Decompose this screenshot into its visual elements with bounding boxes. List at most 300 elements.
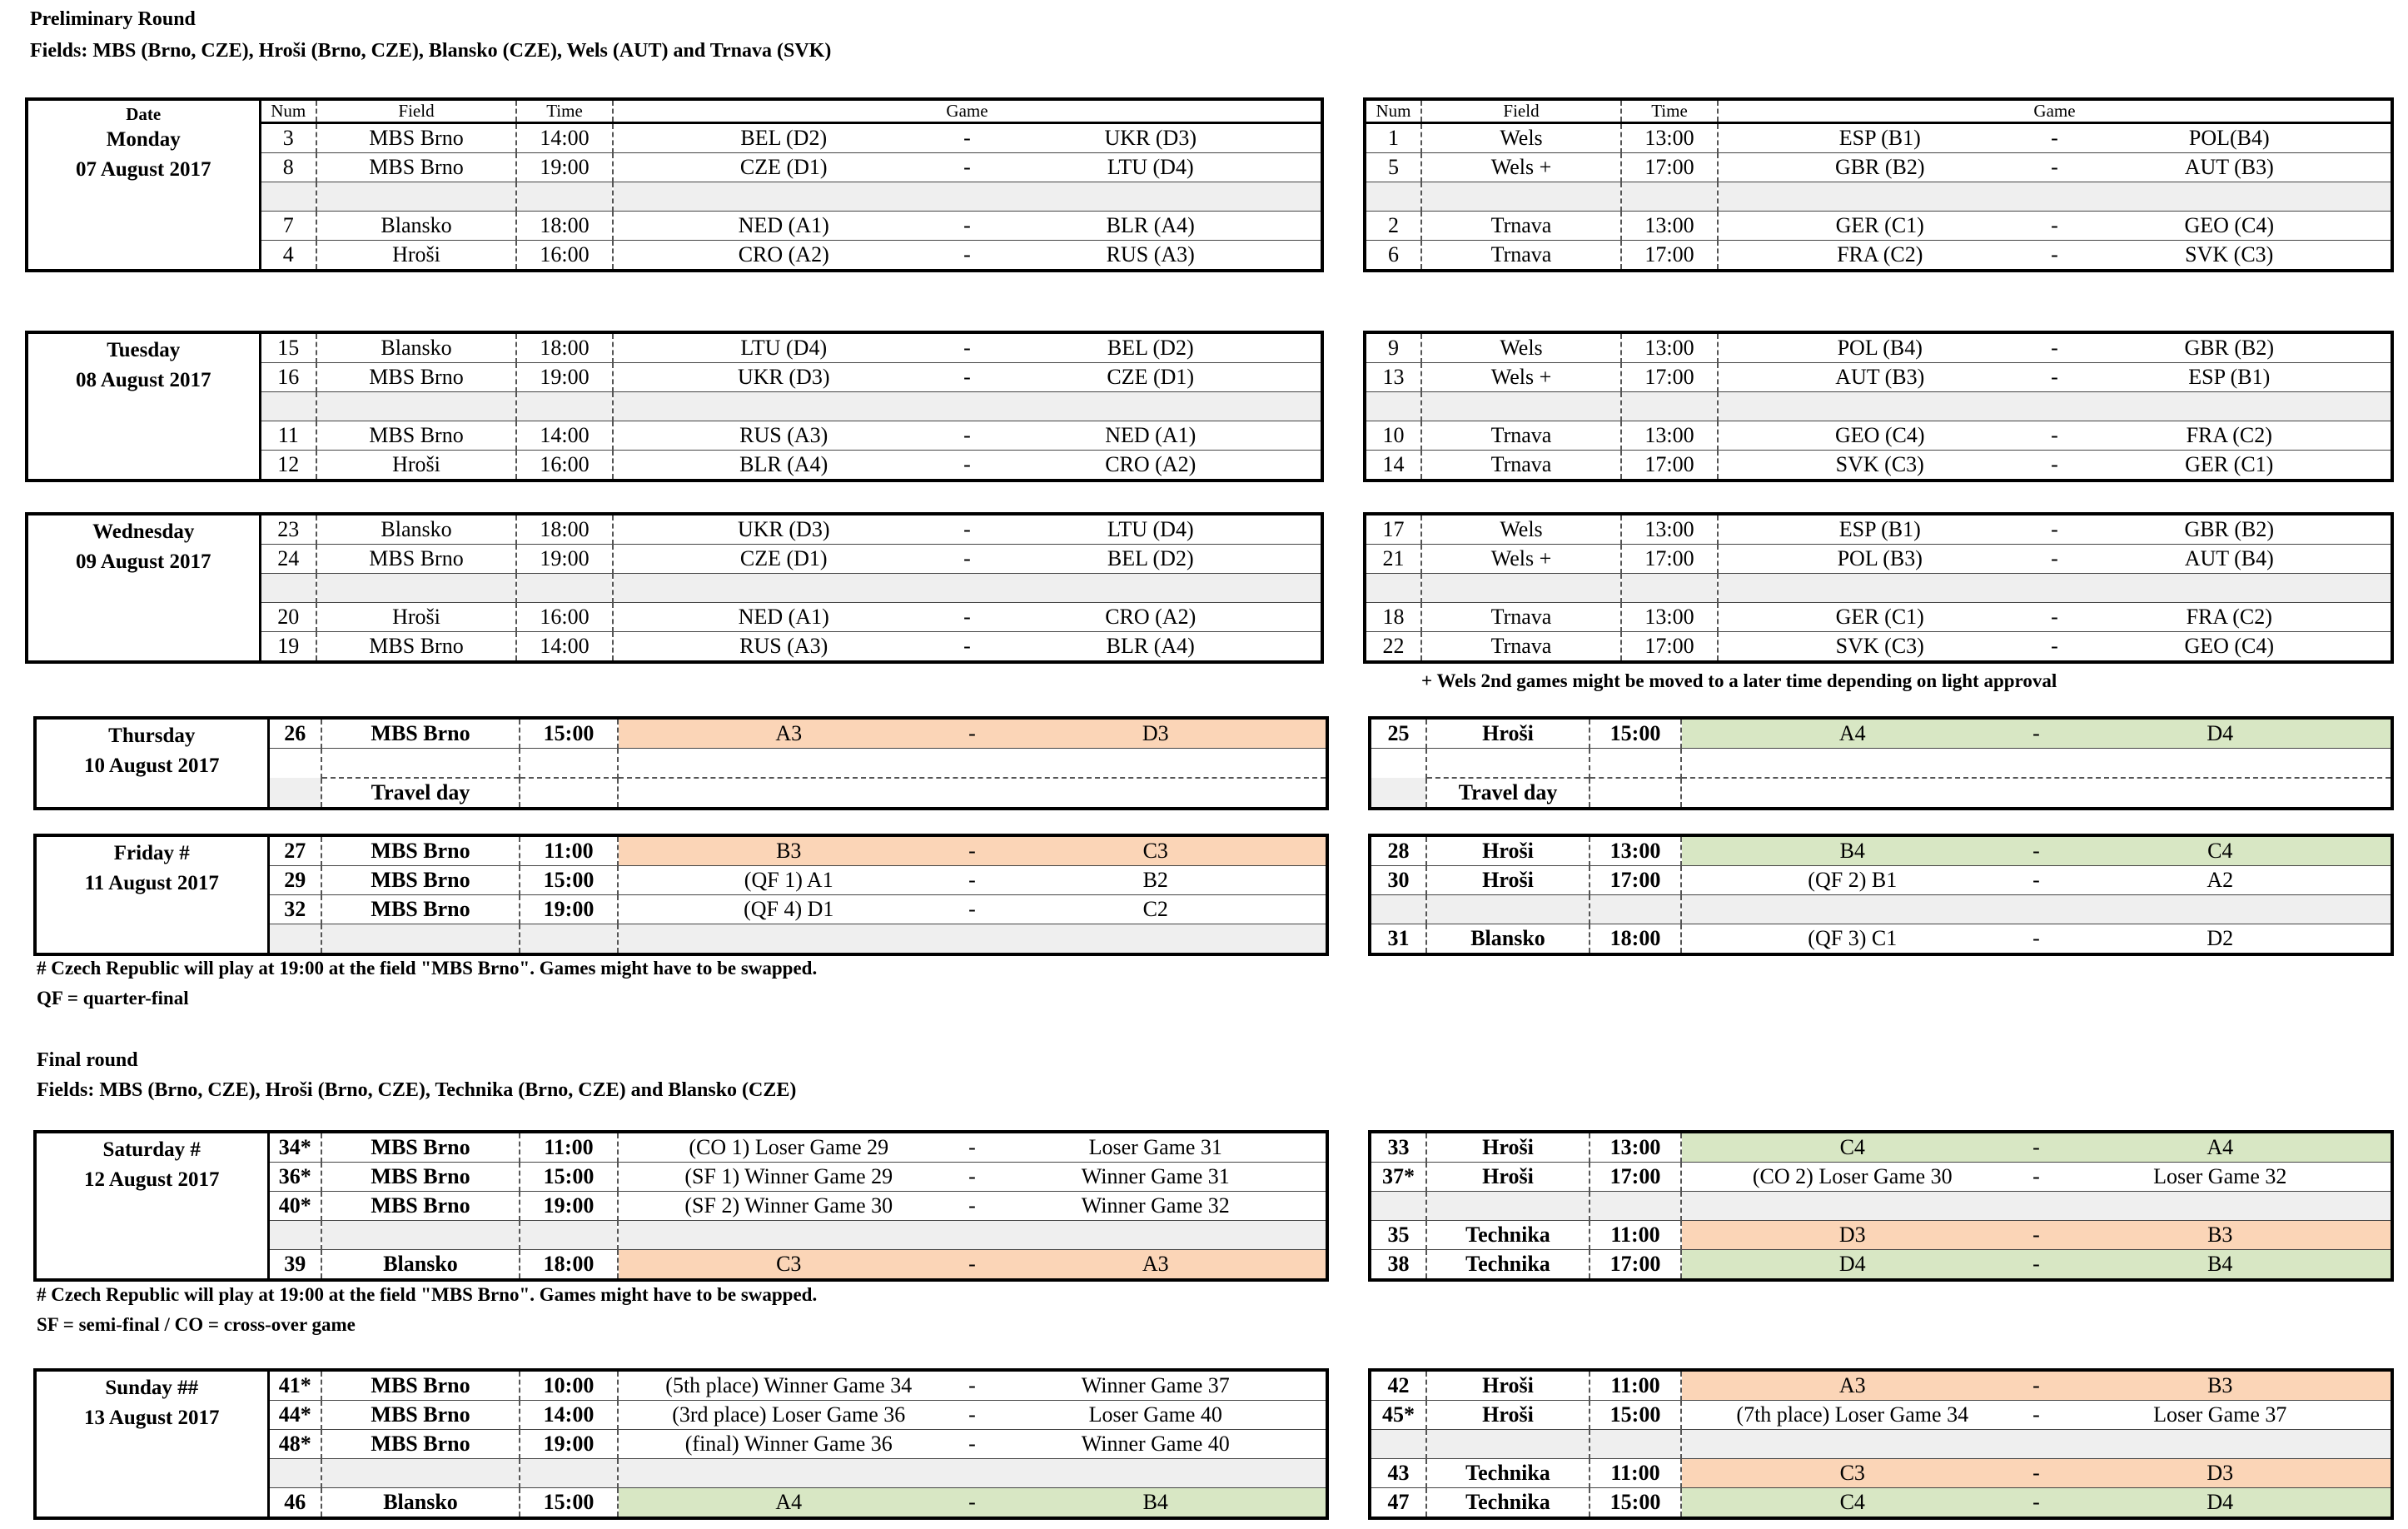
blank-row	[1365, 392, 2392, 421]
table-row	[1365, 123, 2392, 153]
table-row	[1370, 718, 2392, 749]
game-time: 18:00	[516, 332, 613, 363]
vs-dash: -	[2051, 336, 2058, 360]
team-1: A4	[775, 1490, 803, 1514]
team-1: (SF 2) Winner Game 30	[684, 1193, 893, 1218]
vs-dash: -	[2051, 634, 2058, 658]
game-time: 14:00	[516, 421, 613, 451]
game-matchup	[618, 1430, 1327, 1459]
game-matchup	[1718, 123, 2392, 153]
game-time: 15:00	[520, 718, 618, 749]
schedule-wednesday-left	[25, 512, 1324, 664]
game-time: 17:00	[1621, 451, 1718, 481]
game-time: 15:00	[520, 866, 618, 895]
col-time: Time	[516, 99, 613, 123]
game-num: 36*	[268, 1163, 321, 1192]
table-row	[1370, 1163, 2392, 1192]
team-2: BEL (D2)	[1107, 546, 1194, 570]
day-name: Monday	[106, 127, 181, 151]
game-matchup	[618, 1401, 1327, 1430]
game-matchup	[618, 718, 1327, 749]
team-2: LTU (D4)	[1107, 155, 1194, 179]
vs-dash: -	[2051, 517, 2058, 541]
game-time: 13:00	[1621, 421, 1718, 451]
game-matchup	[1718, 632, 2392, 663]
table-row	[1365, 545, 2392, 574]
team-2: D4	[2207, 721, 2234, 745]
game-field: Hroši	[1426, 835, 1590, 866]
game-num: 37*	[1370, 1163, 1426, 1192]
game-matchup	[613, 451, 1322, 481]
game-matchup	[1681, 1221, 2392, 1250]
vs-dash: -	[968, 1164, 976, 1188]
team-1: (CO 2) Loser Game 30	[1752, 1164, 1953, 1188]
vs-dash: -	[2051, 213, 2058, 237]
table-row	[35, 1370, 1327, 1401]
team-1: (QF 2) B1	[1808, 868, 1898, 892]
game-field: Hroši	[316, 603, 516, 632]
team-2: POL(B4)	[2188, 126, 2270, 150]
game-num: 45*	[1370, 1401, 1426, 1430]
final-fields: Fields: MBS (Brno, CZE), Hroši (Brno, CZE), Technika (Brno, CZE) and Blansko (CZE)	[37, 1079, 797, 1101]
team-1: A3	[1838, 1373, 1866, 1397]
team-1: ESP (B1)	[1838, 126, 1921, 150]
game-field: Wels	[1421, 123, 1621, 153]
vs-dash: -	[968, 1252, 976, 1276]
game-num: 6	[1365, 241, 1421, 271]
game-field: MBS Brno	[316, 363, 516, 392]
day-date: 13 August 2017	[83, 1407, 220, 1429]
schedule-saturday-right	[1368, 1130, 2394, 1282]
vs-dash: -	[2051, 546, 2058, 570]
game-matchup	[1681, 1132, 2392, 1163]
game-matchup	[613, 632, 1322, 663]
table-row	[1370, 778, 2392, 809]
game-num: 30	[1370, 866, 1426, 895]
day-cell	[27, 332, 260, 481]
vs-dash: -	[968, 897, 976, 921]
game-matchup	[618, 1488, 1327, 1519]
table-row	[1370, 1459, 2392, 1488]
vs-dash: -	[963, 605, 971, 629]
game-field: Blansko	[316, 332, 516, 363]
team-1: B4	[1839, 839, 1865, 863]
game-field: Trnava	[1421, 632, 1621, 663]
team-2: GBR (B2)	[2184, 336, 2275, 360]
game-time: 11:00	[1590, 1370, 1681, 1401]
vs-dash: -	[2051, 155, 2058, 179]
day-date: 12 August 2017	[83, 1168, 220, 1191]
schedule-monday-right	[1363, 97, 2394, 272]
game-time: 11:00	[1590, 1221, 1681, 1250]
vs-dash: -	[963, 336, 971, 360]
team-1: SVK (C3)	[1835, 452, 1924, 476]
day-date: 10 August 2017	[83, 755, 220, 777]
game-num: 12	[260, 451, 316, 481]
game-field: Hroši	[1426, 718, 1590, 749]
day-date: 09 August 2017	[75, 550, 211, 573]
game-time: 17:00	[1590, 1250, 1681, 1281]
team-2: C2	[1142, 897, 1168, 921]
game-time: 19:00	[520, 1192, 618, 1221]
game-time: 11:00	[520, 835, 618, 866]
team-1: D3	[1838, 1223, 1866, 1247]
game-matchup	[1718, 514, 2392, 545]
team-1: GEO (C4)	[1834, 423, 1925, 447]
day-name: Thursday	[108, 725, 196, 747]
team-1: NED (A1)	[738, 605, 829, 629]
team-1: UKR (D3)	[738, 517, 830, 541]
game-field: Wels +	[1421, 545, 1621, 574]
col-field: Field	[1421, 99, 1621, 123]
game-matchup	[613, 212, 1322, 241]
game-num: 11	[260, 421, 316, 451]
schedule-thursday-right	[1368, 716, 2394, 810]
team-2: NED (A1)	[1105, 423, 1197, 447]
day-cell	[35, 1132, 268, 1280]
game-matchup	[613, 241, 1322, 271]
table-row	[1370, 835, 2392, 866]
team-2: C3	[1142, 839, 1168, 863]
game-num: 23	[260, 514, 316, 545]
game-num: 41*	[268, 1370, 321, 1401]
game-field: MBS Brno	[321, 718, 520, 749]
team-2: ESP (B1)	[2188, 365, 2271, 389]
game-field: Hroši	[1426, 866, 1590, 895]
game-field: MBS Brno	[316, 123, 516, 153]
game-matchup	[1681, 1370, 2392, 1401]
game-field: MBS Brno	[321, 1430, 520, 1459]
day-cell	[27, 514, 260, 662]
game-time: 18:00	[516, 514, 613, 545]
game-field: MBS Brno	[321, 835, 520, 866]
game-num: 44*	[268, 1401, 321, 1430]
vs-dash: -	[963, 155, 971, 179]
team-1: C3	[1839, 1461, 1865, 1485]
vs-dash: -	[968, 1402, 976, 1427]
team-2: Loser Game 32	[2153, 1164, 2287, 1188]
schedule-monday-left	[25, 97, 1324, 272]
team-1: POL (B4)	[1837, 336, 1923, 360]
col-num: Num	[1365, 99, 1421, 123]
team-1: LTU (D4)	[740, 336, 828, 360]
team-1: (5th place) Winner Game 34	[665, 1373, 913, 1397]
game-matchup	[618, 866, 1327, 895]
team-2: A3	[1142, 1252, 1169, 1276]
game-num: 8	[260, 153, 316, 182]
table-row	[1365, 451, 2392, 481]
game-field: Hroši	[1426, 1370, 1590, 1401]
game-matchup	[613, 363, 1322, 392]
team-2: D2	[2207, 926, 2234, 950]
game-num: 26	[268, 718, 321, 749]
vs-dash: -	[2032, 1135, 2040, 1159]
table-row	[1370, 1488, 2392, 1519]
game-time: 13:00	[1621, 123, 1718, 153]
vs-dash: -	[2032, 721, 2040, 745]
game-matchup	[1718, 241, 2392, 271]
team-2: B3	[2207, 1373, 2233, 1397]
game-matchup	[1718, 153, 2392, 182]
game-field: Hroši	[1426, 1163, 1590, 1192]
team-2: Winner Game 40	[1081, 1432, 1230, 1456]
table-row	[35, 718, 1327, 749]
team-1: RUS (A3)	[739, 423, 828, 447]
team-2: GER (C1)	[2185, 452, 2274, 476]
game-num: 9	[1365, 332, 1421, 363]
game-num: 39	[268, 1250, 321, 1281]
game-matchup	[613, 514, 1322, 545]
game-time: 14:00	[516, 632, 613, 663]
game-field: Blansko	[316, 212, 516, 241]
game-field: Hroši	[1426, 1401, 1590, 1430]
game-field: Trnava	[1421, 603, 1621, 632]
game-time: 10:00	[520, 1370, 618, 1401]
game-time: 15:00	[1590, 1401, 1681, 1430]
game-matchup	[613, 603, 1322, 632]
game-num: 31	[1387, 926, 1410, 950]
team-1: C3	[776, 1252, 802, 1276]
team-1: C4	[1839, 1135, 1865, 1159]
game-num: 14	[1365, 451, 1421, 481]
team-2: LTU (D4)	[1107, 517, 1194, 541]
game-field: MBS Brno	[321, 1401, 520, 1430]
game-field: MBS Brno	[316, 545, 516, 574]
day-cell	[35, 835, 268, 954]
qf-note: QF = quarter-final	[37, 988, 189, 1009]
game-matchup	[618, 1250, 1327, 1281]
table-row	[1365, 632, 2392, 663]
col-time: Time	[1621, 99, 1718, 123]
game-time: 15:00	[1590, 718, 1681, 749]
game-num: 1	[1365, 123, 1421, 153]
team-1: FRA (C2)	[1837, 242, 1923, 266]
day-date: 08 August 2017	[75, 369, 211, 391]
team-2: AUT (B3)	[2184, 155, 2274, 179]
team-2: A2	[2207, 868, 2234, 892]
game-field: Technika	[1426, 1250, 1590, 1281]
game-field: MBS Brno	[321, 1163, 520, 1192]
blank-row	[1370, 1430, 2392, 1459]
game-matchup	[1718, 421, 2392, 451]
schedule-tuesday-right	[1363, 331, 2394, 482]
game-num: 10	[1365, 421, 1421, 451]
game-num: 43	[1370, 1459, 1426, 1488]
schedule-wednesday-right	[1363, 512, 2394, 664]
game-matchup	[1681, 866, 2392, 895]
game-time: 13:00	[1621, 514, 1718, 545]
vs-dash: -	[2032, 1461, 2040, 1485]
team-2: FRA (C2)	[2186, 423, 2272, 447]
table-row	[1370, 749, 2392, 779]
schedule-saturday-left	[33, 1130, 1329, 1282]
game-matchup	[1718, 451, 2392, 481]
col-game: Game	[1718, 99, 2392, 123]
vs-dash: -	[968, 1373, 976, 1397]
day-cell	[35, 718, 268, 809]
vs-dash: -	[2051, 365, 2058, 389]
vs-dash: -	[2032, 1402, 2040, 1427]
vs-dash: -	[963, 423, 971, 447]
vs-dash: -	[968, 1135, 976, 1159]
game-matchup	[1718, 363, 2392, 392]
team-1: A3	[775, 721, 803, 745]
team-2: FRA (C2)	[2186, 605, 2272, 629]
col-num: Num	[260, 99, 316, 123]
game-field: Hroši	[1426, 1132, 1590, 1163]
vs-dash: -	[2051, 423, 2058, 447]
table-row	[1365, 212, 2392, 241]
game-matchup	[618, 1132, 1327, 1163]
game-field: Trnava	[1421, 241, 1621, 271]
team-2: GEO (C4)	[2184, 634, 2275, 658]
game-time: 16:00	[516, 451, 613, 481]
vs-dash: -	[2032, 1373, 2040, 1397]
table-row	[35, 1132, 1327, 1163]
game-num: 48*	[268, 1430, 321, 1459]
travel-day-label: Travel day	[1426, 778, 1590, 809]
day-cell	[35, 1370, 268, 1518]
team-2: Loser Game 37	[2153, 1402, 2287, 1427]
team-2: B2	[1142, 868, 1168, 892]
team-1: (3rd place) Loser Game 36	[672, 1402, 906, 1427]
vs-dash: -	[2032, 1490, 2040, 1514]
team-2: Loser Game 31	[1088, 1135, 1222, 1159]
team-2: B4	[2207, 1252, 2233, 1276]
blank-row	[1365, 574, 2392, 603]
team-1: UKR (D3)	[738, 365, 830, 389]
table-row	[1365, 514, 2392, 545]
vs-dash: -	[963, 126, 971, 150]
game-field: Technika	[1426, 1221, 1590, 1250]
game-field: Trnava	[1421, 451, 1621, 481]
game-num: 47	[1387, 1490, 1410, 1514]
team-2: AUT (B4)	[2184, 546, 2274, 570]
team-2: B3	[2207, 1223, 2233, 1247]
game-matchup	[1681, 1459, 2392, 1488]
game-num: 4	[260, 241, 316, 271]
game-matchup	[1681, 924, 2392, 955]
final-title: Final round	[37, 1049, 138, 1071]
team-1: (final) Winner Game 36	[684, 1432, 893, 1456]
schedule-sunday-left	[33, 1368, 1329, 1520]
game-num: 24	[260, 545, 316, 574]
table-row	[27, 514, 1322, 545]
game-matchup	[613, 332, 1322, 363]
game-matchup	[618, 1370, 1327, 1401]
vs-dash: -	[963, 452, 971, 476]
game-field: Wels	[1421, 514, 1621, 545]
game-time: 19:00	[516, 545, 613, 574]
vs-dash: -	[968, 868, 976, 892]
vs-dash: -	[968, 1193, 976, 1218]
col-game: Game	[613, 99, 1322, 123]
team-1: CZE (D1)	[739, 546, 828, 570]
game-field: Wels +	[1421, 363, 1621, 392]
day-name: Saturday #	[102, 1138, 201, 1161]
schedule-friday-right	[1368, 834, 2394, 956]
team-1: D4	[1838, 1252, 1866, 1276]
game-time: 11:00	[520, 1132, 618, 1163]
vs-dash: -	[2032, 1252, 2040, 1276]
game-matchup	[618, 1163, 1327, 1192]
game-field: Blansko	[321, 1250, 520, 1281]
vs-dash: -	[968, 721, 976, 745]
game-matchup	[618, 1192, 1327, 1221]
game-time: 19:00	[516, 153, 613, 182]
team-1: (SF 1) Winner Game 29	[684, 1164, 893, 1188]
game-num: 7	[260, 212, 316, 241]
game-num: 16	[260, 363, 316, 392]
game-matchup	[613, 545, 1322, 574]
vs-dash: -	[2051, 452, 2058, 476]
table-row	[27, 123, 1322, 153]
team-2: A4	[2207, 1135, 2234, 1159]
table-row	[1365, 363, 2392, 392]
game-field: Blansko	[321, 1488, 520, 1519]
game-matchup	[1681, 1163, 2392, 1192]
vs-dash: -	[963, 634, 971, 658]
game-matchup	[1718, 545, 2392, 574]
col-date: Date	[27, 99, 260, 123]
table-row	[35, 835, 1327, 866]
vs-dash: -	[2051, 242, 2058, 266]
game-field: Wels	[1421, 332, 1621, 363]
team-1: (QF 4) D1	[744, 897, 834, 921]
game-num: 17	[1365, 514, 1421, 545]
game-time: 13:00	[1621, 603, 1718, 632]
game-time: 15:00	[520, 1488, 618, 1519]
game-time: 15:00	[520, 1163, 618, 1192]
vs-dash: -	[2032, 1223, 2040, 1247]
day-name: Tuesday	[107, 339, 181, 361]
team-1: B3	[776, 839, 802, 863]
col-field: Field	[316, 99, 516, 123]
team-2: RUS (A3)	[1106, 242, 1195, 266]
game-time: 17:00	[1621, 545, 1718, 574]
team-1: (QF 3) C1	[1808, 926, 1898, 950]
game-matchup	[1681, 835, 2392, 866]
game-num: 34*	[268, 1132, 321, 1163]
team-1: (QF 1) A1	[744, 868, 833, 892]
team-1: POL (B3)	[1837, 546, 1923, 570]
game-num: 33	[1370, 1132, 1426, 1163]
game-field: MBS Brno	[316, 632, 516, 663]
team-2: D3	[2207, 1461, 2234, 1485]
game-time: 14:00	[516, 123, 613, 153]
team-1: (CO 1) Loser Game 29	[689, 1135, 889, 1159]
game-time: 16:00	[516, 603, 613, 632]
team-2: BEL (D2)	[1107, 336, 1194, 360]
day-cell	[27, 123, 260, 271]
game-num: 3	[260, 123, 316, 153]
game-field: MBS Brno	[321, 895, 520, 924]
game-field: Wels +	[1421, 153, 1621, 182]
game-time: 19:00	[520, 895, 618, 924]
team-1: (7th place) Loser Game 34	[1736, 1402, 1969, 1427]
game-time: 18:00	[1590, 924, 1681, 955]
schedule-sunday-right	[1368, 1368, 2394, 1520]
vs-dash: -	[963, 213, 971, 237]
team-2: CRO (A2)	[1105, 452, 1197, 476]
vs-dash: -	[2051, 126, 2058, 150]
game-num: 40*	[268, 1192, 321, 1221]
schedule-friday-left	[33, 834, 1329, 956]
vs-dash: -	[968, 1432, 976, 1456]
game-matchup	[1681, 1488, 2392, 1519]
game-time: 17:00	[1621, 363, 1718, 392]
game-field: MBS Brno	[321, 866, 520, 895]
